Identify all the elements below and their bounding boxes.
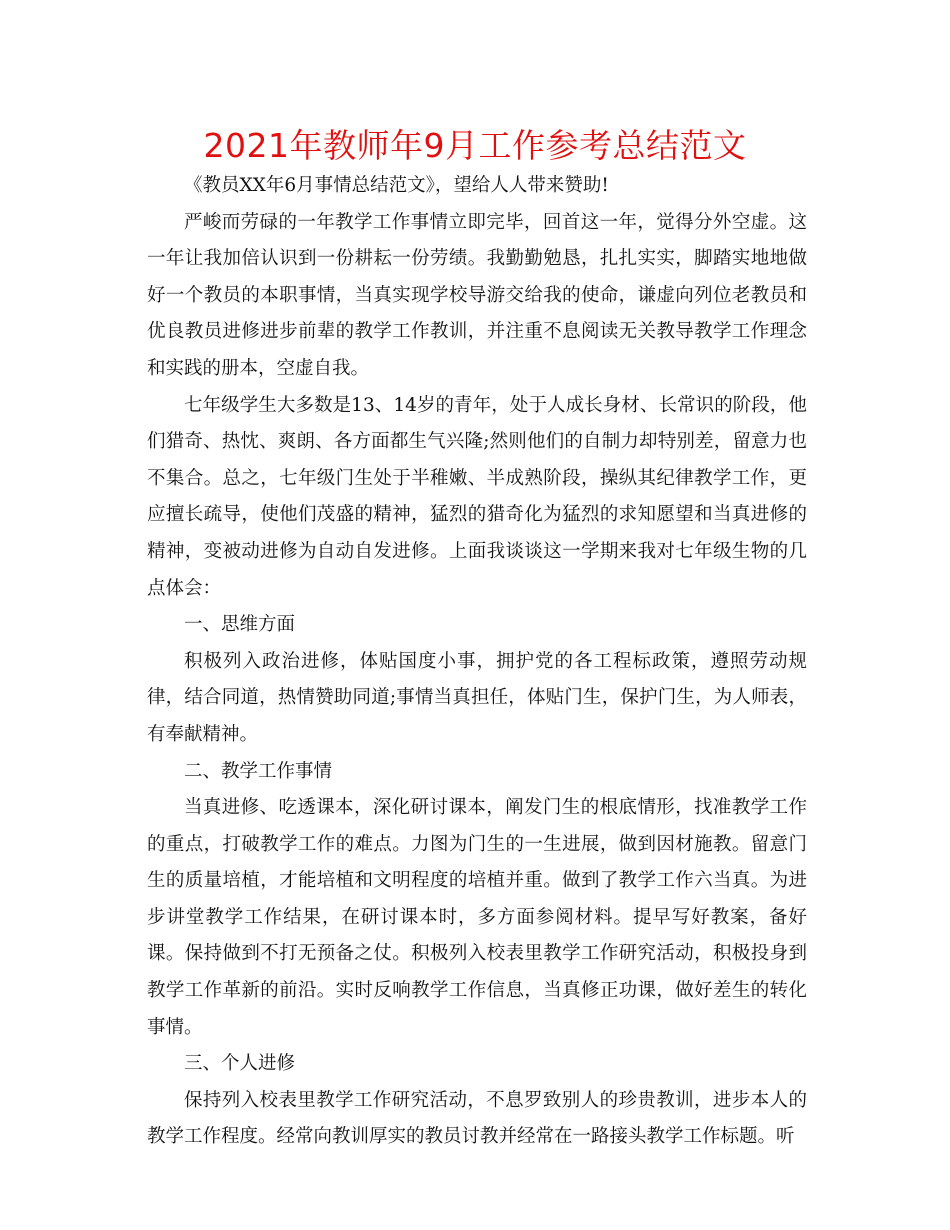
paragraph-year-review: 严峻而劳碌的一年教学工作事情立即完毕，回首这一年，觉得分外空虚。这一年让我加倍认识到一份耕耘一份劳绩。我勤勤勉恳，扎扎实实，脚踏实地地做好一个教员的本职事情，当真实现学校导游交给我的使命，谦虚向列位老教员和优良教员进修进步前辈的教学工作教训，并注重不息阅读无关教导教学工作理念和实践的册本，空虚自我。 — [147, 211, 807, 379]
paragraph-teaching: 当真进修、吃透课本，深化研讨课本，阐发门生的根底情形，找准教学工作的重点，打破教学工作的难点。力图为门生的一生进展，做到因材施教。留意门生的质量培植，才能培植和文明程度的培植并重。做到了教学工作六当真。为进步讲堂教学工作结果，在研讨课本时，多方面参阅材料。提早写好教案，备好课。保持做到不打无预备之仗。积极列入校表里教学工作研究活动，积极投身到教学工作革新的前沿。实时反响教学工作信息，当真修正功课，做好差生的转化事情。 — [147, 797, 807, 1038]
section-heading-personal-study: 三、个人进修 — [184, 1053, 296, 1075]
document-body — [147, 168, 807, 1156]
paragraph-intro: 《教员XX年6月事情总结范文》，望给人人带来赞助! — [184, 175, 609, 196]
section-heading-teaching: 二、教学工作事情 — [184, 760, 333, 782]
section-heading-thinking: 一、思维方面 — [184, 614, 296, 636]
paragraph-thinking: 积极列入政治进修，体贴国度小事，拥护党的各工程标政策，遵照劳动规律，结合同道，热情赞助同道;事情当真担任，体贴门生，保护门生，为人师表，有奉献精神。 — [147, 650, 807, 745]
document-title: 2021年教师年9月工作参考总结范文 — [203, 126, 747, 165]
paragraph-personal-study: 保持列入校表里教学工作研究活动，不息罗致别人的珍贵教训，进步本人的教学工作程度。经常向教训厚实的教员讨教并经常在一路接头教学工作标题。听 — [147, 1089, 807, 1148]
paragraph-students: 七年级学生大多数是13、14岁的青年，处于人成长身材、长常识的阶段，他们猎奇、热忱、爽朗、各方面都生气兴隆;然则他们的自制力却特别差，留意力也不集合。总之，七年级门生处于半稚嫩、半成熟阶段，操纵其纪律教学工作，更应擅长疏导，使他们茂盛的精神，猛烈的猎奇化为猛烈的求知愿望和当真进修的精神，变被动进修为自动自发进修。上面我谈谈这一学期来我对七年级生物的几点体会： — [147, 394, 807, 599]
